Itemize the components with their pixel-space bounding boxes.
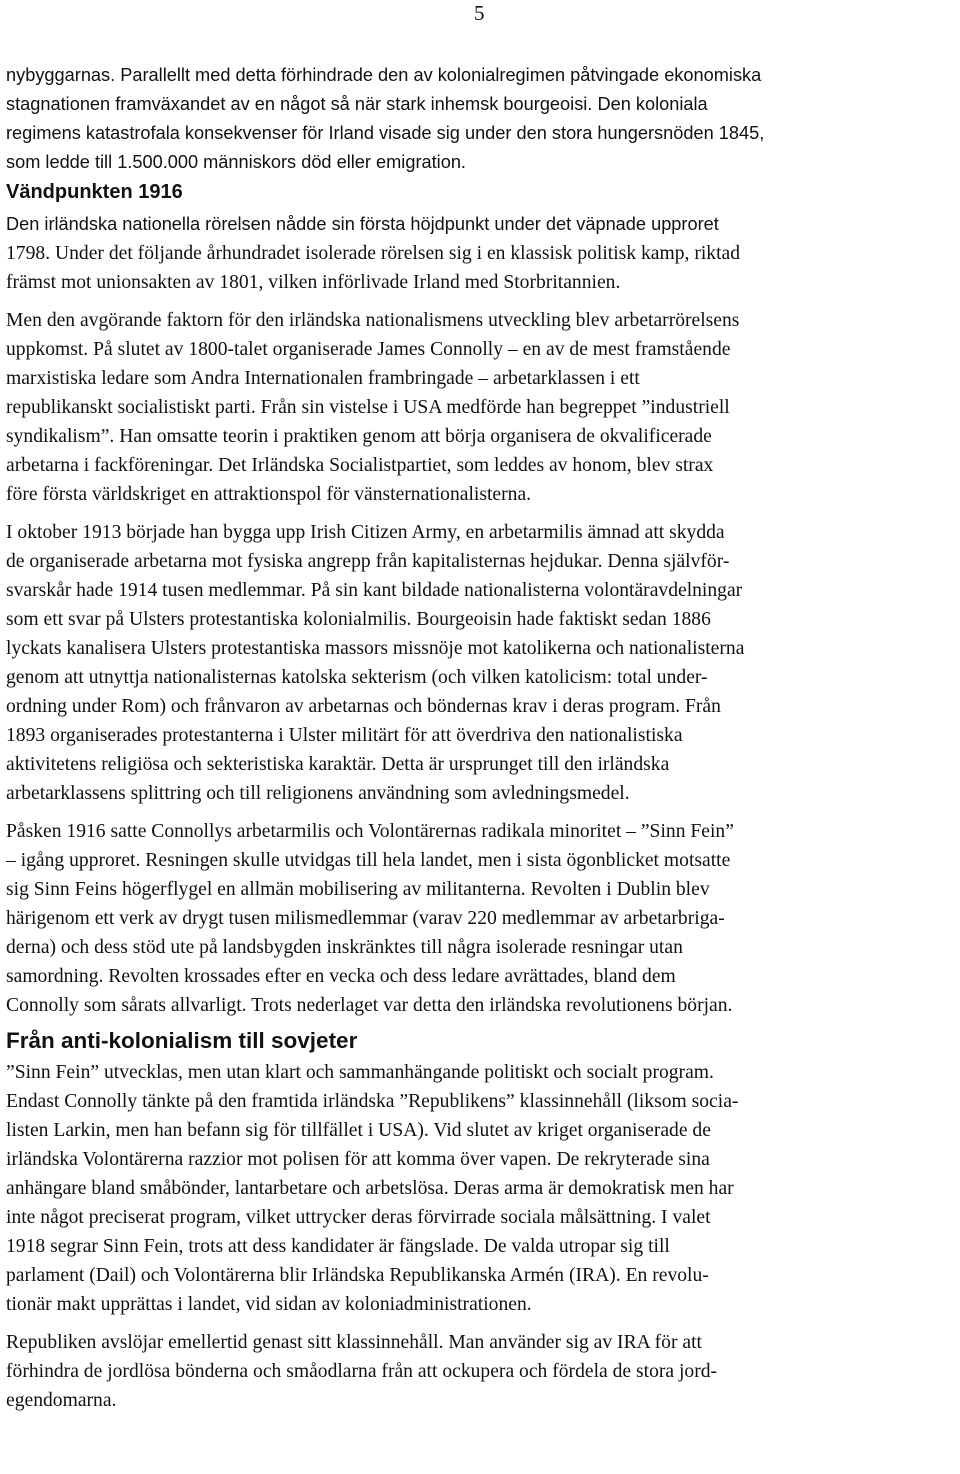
- document-body: [6, 61, 956, 1415]
- text-line: sig Sinn Feins högerflygel en allmän mobilisering av militanterna. Revolten i Dublin blev: [6, 879, 710, 900]
- text-line: parlament (Dail) och Volontärerna blir Irländska Republikanska Armén (IRA). En revolu-: [6, 1265, 709, 1286]
- text-line: regimens katastrofala konsekvenser för Irland visade sig under den stora hungersnöden 1845,: [6, 123, 765, 143]
- text-line: republikanskt socialistiskt parti. Från sin vistelse i USA medförde han begreppet ”industriell: [6, 397, 730, 418]
- text-line: listen Larkin, men han befann sig för tillfället i USA). Vid slutet av kriget organiserade de: [6, 1120, 711, 1141]
- text-line: stagnationen framväxandet av en något så när stark inhemsk bourgeoisi. Den koloniala: [6, 94, 708, 114]
- text-line: tionär makt upprättas i landet, vid sidan av koloniadministrationen.: [6, 1294, 532, 1315]
- text-line: lyckats kanalisera Ulsters protestantiska massors missnöje mot katolikerna och nationalisterna: [6, 638, 745, 659]
- text-line: Den irländska nationella rörelsen nådde sin första höjdpunkt under det väpnade upproret: [6, 214, 719, 234]
- paragraph: [6, 817, 956, 1020]
- text-line: irländska Volontärerna razzior mot polisen för att komma över vapen. De rekryterade sina: [6, 1149, 710, 1170]
- page-number: 5: [474, 1, 485, 25]
- text-line: som ledde till 1.500.000 människors död eller emigration.: [6, 152, 466, 172]
- text-line: genom att utnyttja nationalisternas katolska sekterism (och vilken katolicism: total under-: [6, 667, 708, 688]
- text-line: som ett svar på Ulsters protestantiska kolonialmilis. Bourgeoisin hade faktiskt sedan 1886: [6, 609, 711, 630]
- text-line: samordning. Revolten krossades efter en vecka och dess ledare avrättades, bland dem: [6, 966, 676, 987]
- section-heading-vandpunkten: Vändpunkten 1916: [6, 181, 183, 203]
- text-line: arbetarklassens splittring och till religionens användning som avledningsmedel.: [6, 783, 630, 804]
- text-line: Connolly som sårats allvarligt. Trots nederlaget var detta den irländska revolutionens början.: [6, 995, 733, 1016]
- text-line: inte något preciserat program, vilket uttrycker deras förvirrade sociala målsättning. I valet: [6, 1207, 711, 1228]
- text-line: uppkomst. På slutet av 1800-talet organiserade James Connolly – en av de mest framstående: [6, 339, 731, 360]
- paragraph: [6, 518, 956, 808]
- text-line: – igång upproret. Resningen skulle utvidgas till hela landet, men i sista ögonblicket motsatte: [6, 850, 731, 871]
- text-line: Endast Connolly tänkte på den framtida irländska ”Republikens” klassinnehåll (liksom socia-: [6, 1091, 739, 1112]
- text-line: nybyggarnas. Parallellt med detta förhindrade den av kolonialregimen påtvingade ekonomiska: [6, 65, 762, 85]
- text-line: främst mot unionsakten av 1801, vilken införlivade Irland med Storbritannien.: [6, 272, 621, 293]
- text-line: svarskår hade 1914 tusen medlemmar. På sin kant bildade nationalisterna volontäravdelningar: [6, 580, 743, 601]
- paragraph: [6, 1058, 956, 1319]
- text-line: Republiken avslöjar emellertid genast sitt klassinnehåll. Man använder sig av IRA för att: [6, 1332, 702, 1353]
- text-line: 1798. Under det följande århundradet isolerade rörelsen sig i en klassisk politisk kamp, riktad: [6, 243, 741, 264]
- section-heading-anti-kolonialism: Från anti-kolonialism till sovjeter: [6, 1028, 358, 1053]
- text-line: ”Sinn Fein” utvecklas, men utan klart och sammanhängande politiskt och socialt program.: [6, 1062, 714, 1083]
- paragraph: [6, 306, 956, 509]
- paragraph: [6, 210, 956, 297]
- text-line: före första världskriget en attraktionspol för vänsternationalisterna.: [6, 484, 532, 505]
- text-line: Men den avgörande faktorn för den irländska nationalismens utveckling blev arbetarrörelsens: [6, 310, 740, 331]
- text-line: syndikalism”. Han omsatte teorin i praktiken genom att börja organisera de okvalificerade: [6, 426, 712, 447]
- text-line: Påsken 1916 satte Connollys arbetarmilis och Volontärernas radikala minoritet – ”Sinn Fein”: [6, 821, 734, 842]
- intro-paragraph: [6, 61, 956, 177]
- text-line: 1893 organiserades protestanterna i Ulster militärt för att överdriva den nationalistiska: [6, 725, 683, 746]
- text-line: arbetarna i fackföreningar. Det Irländska Socialistpartiet, som leddes av honom, blev strax: [6, 455, 714, 476]
- text-line: egendomarna.: [6, 1390, 117, 1411]
- text-line: 1918 segrar Sinn Fein, trots att dess kandidater är fängslade. De valda utropar sig till: [6, 1236, 670, 1257]
- text-line: marxistiska ledare som Andra Internationalen frambringade – arbetarklassen i ett: [6, 368, 640, 389]
- text-line: anhängare bland småbönder, lantarbetare och arbetslösa. Deras arma är demokratisk men har: [6, 1178, 734, 1199]
- text-line: I oktober 1913 började han bygga upp Irish Citizen Army, en arbetarmilis ämnad att skydda: [6, 522, 725, 543]
- text-line: härigenom ett verk av drygt tusen milismedlemmar (varav 220 medlemmar av arbetarbriga-: [6, 908, 725, 929]
- paragraph: [6, 1328, 956, 1415]
- text-line: de organiserade arbetarna mot fysiska angrepp från kapitalisternas hejdukar. Denna självför-: [6, 551, 730, 572]
- text-line: ordning under Rom) och frånvaron av arbetarnas och böndernas krav i deras program. Från: [6, 696, 721, 717]
- text-line: aktivitetens religiösa och sekteristiska karaktär. Detta är ursprunget till den irländska: [6, 754, 670, 775]
- text-line: derna) och dess stöd ute på landsbygden inskränktes till några isolerade resningar utan: [6, 937, 683, 958]
- text-line: förhindra de jordlösa bönderna och småodlarna från att ockupera och fördela de stora jord-: [6, 1361, 718, 1382]
